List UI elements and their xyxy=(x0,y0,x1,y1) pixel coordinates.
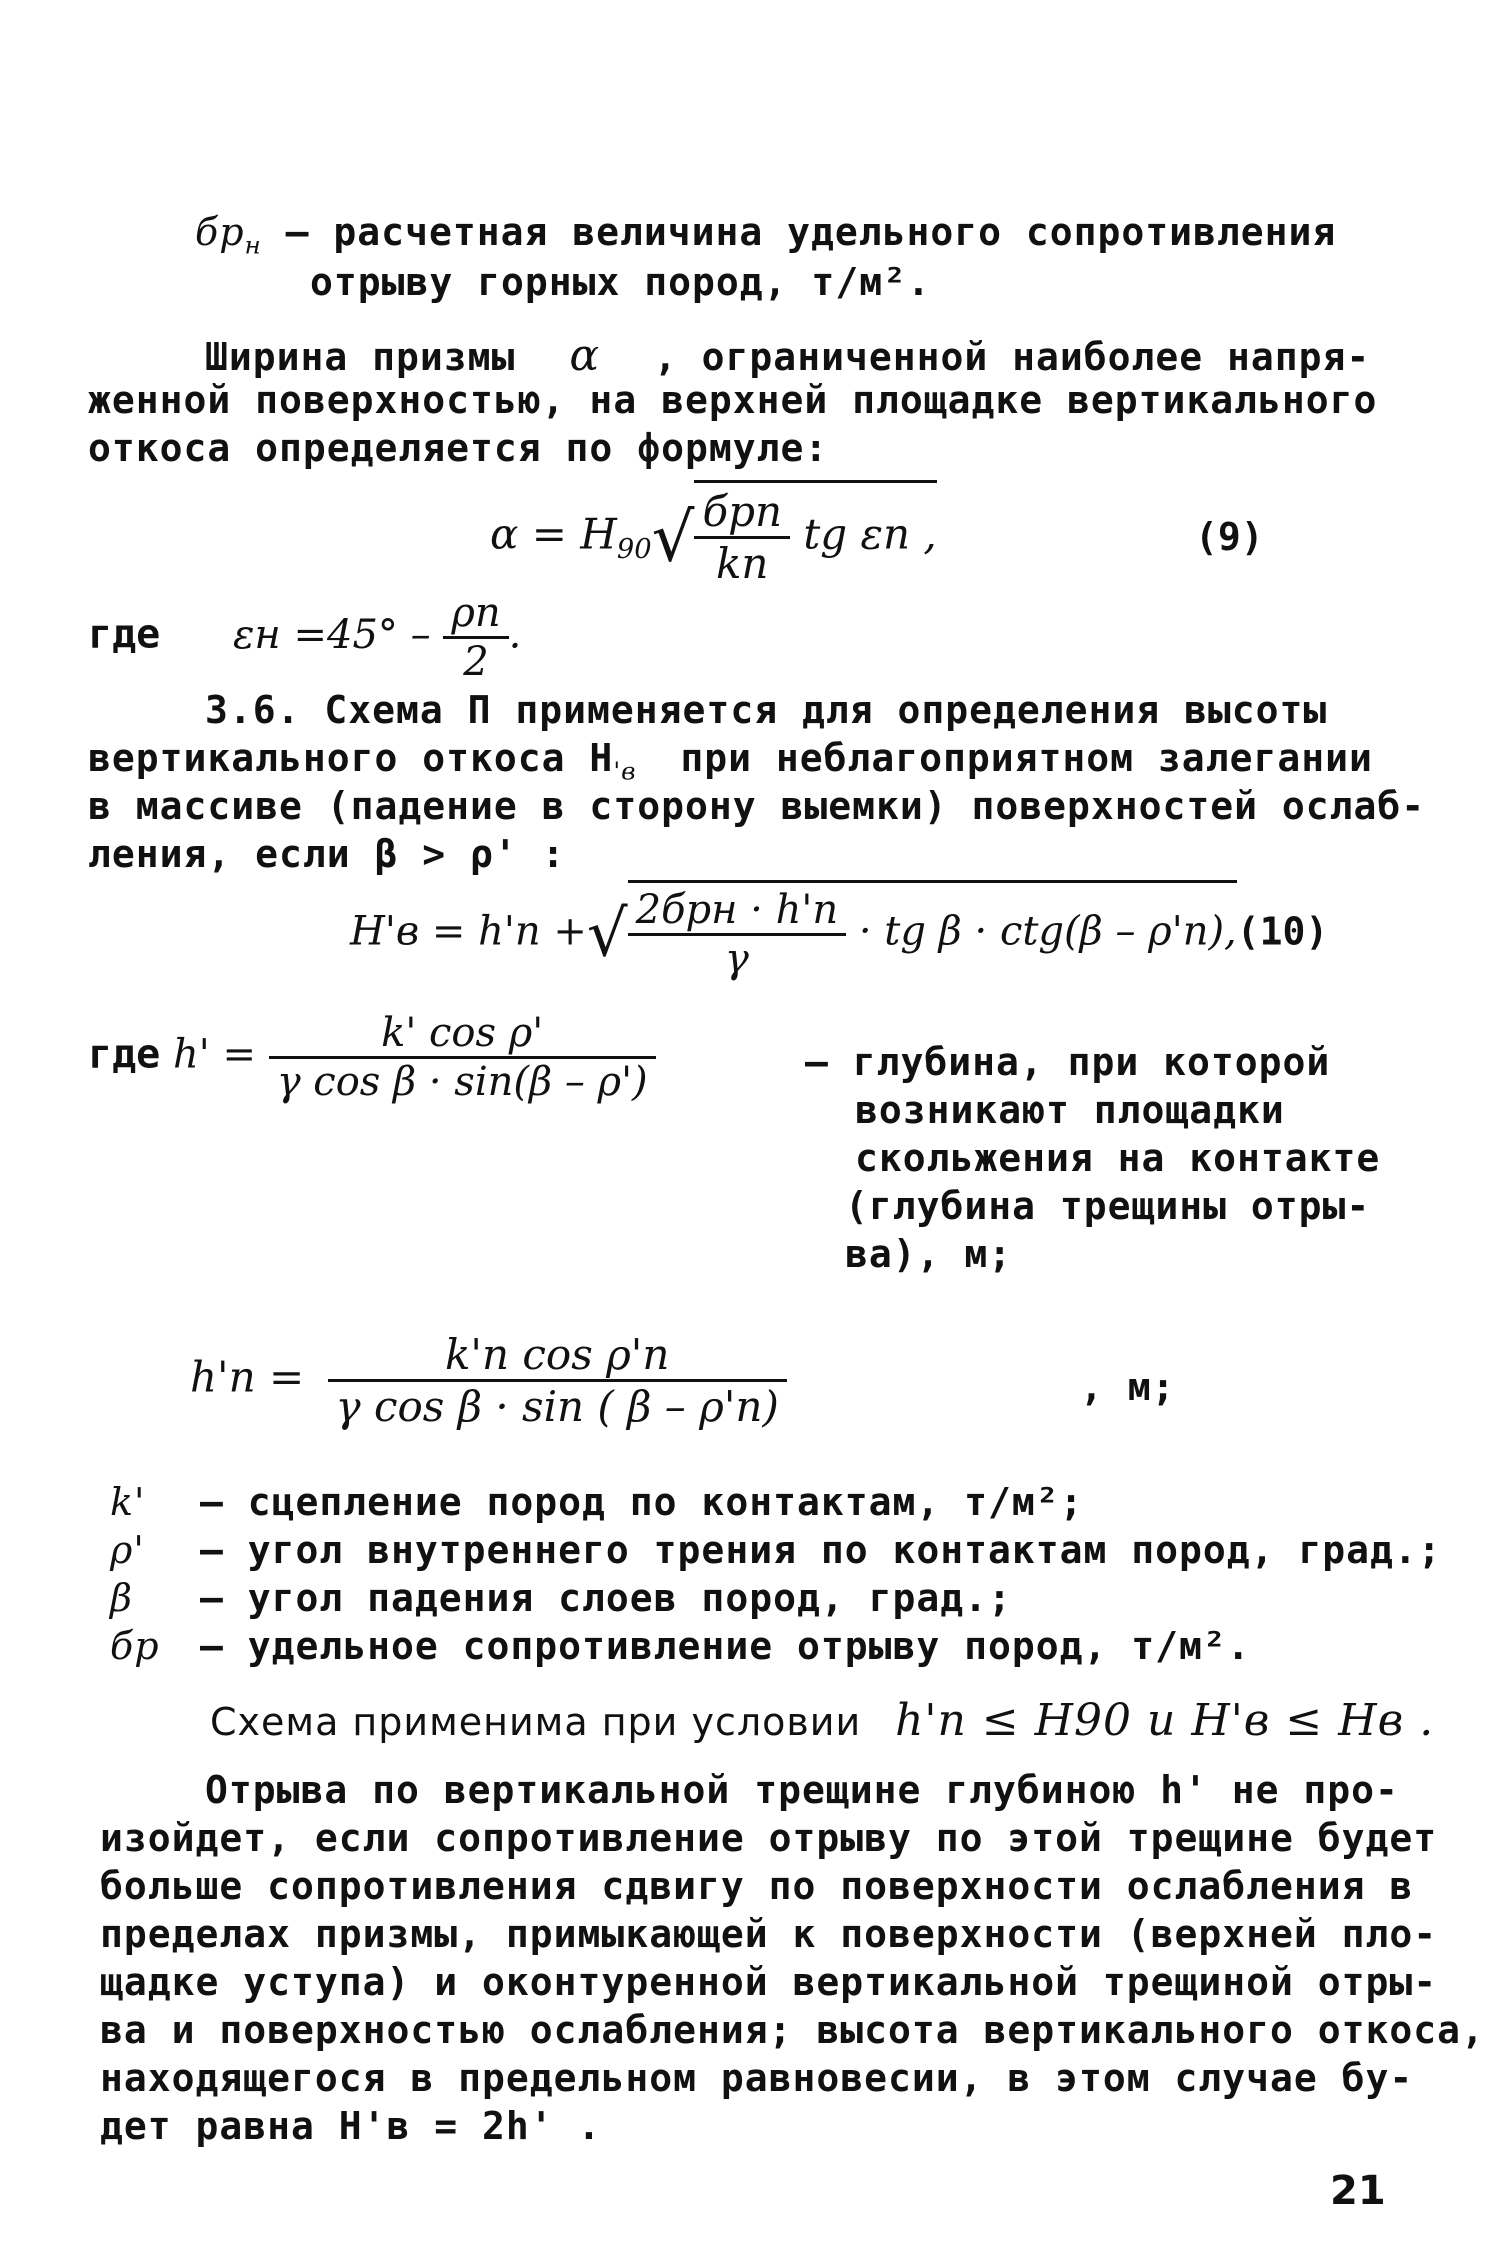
final-para-line-8: дет равна H'в = 2h' . xyxy=(100,2104,602,2148)
final-para-line-6: ва и поверхностью ослабления; высота вертикального откоса, xyxy=(100,2008,1485,2052)
definition-rho: ρ' – угол внутреннего трения по контактам пород, град.; xyxy=(110,1528,1442,1572)
where2-desc-1: – глубина, при которой xyxy=(805,1040,1331,1084)
where2-desc-5: ва), м; xyxy=(845,1232,1013,1276)
width-line-1: Ширина призмы α , ограниченной наиболее напря- xyxy=(205,330,1371,381)
final-para-line-4: пределах призмы, примыкающей к поверхности (верхней пло- xyxy=(100,1912,1438,1956)
where2-desc-4: (глубина трещины отры- xyxy=(845,1184,1371,1228)
where-epsilon: где εн =45° – $\frac{\rho n}{2}$ . xyxy=(88,590,522,685)
final-para-line-3: больше сопротивления сдвигу по поверхности ослабления в xyxy=(100,1864,1414,1908)
para-36-line-1: 3.6. Схема П применяется для определения высоты xyxy=(205,688,1328,732)
where2-desc-2: возникают площадки xyxy=(855,1088,1285,1132)
page-number: 21 xyxy=(1330,2168,1386,2214)
final-para-line-1: Отрыва по вертикальной трещине глубиною h' не про- xyxy=(205,1768,1399,1812)
width-line-2: женной поверхностью, на верхней площадке вертикального xyxy=(88,378,1378,422)
definition-bp: бр – удельное сопротивление отрыву пород, т/м². xyxy=(110,1624,1251,1668)
para-36-line-2: вертикального откоса $H_{'в}$ при неблагоприятном залегании xyxy=(88,736,1373,786)
where-h-prime: где h' = $\frac{\text{k' cos ρ'}}{\text{γ cos β · sin(β – ρ')}}$ xyxy=(88,1010,656,1105)
intro-line-2: отрыву горных пород, т/м². xyxy=(310,260,931,304)
definition-beta: β – угол падения слоев пород, град.; xyxy=(110,1576,1012,1620)
equation-number-9: (9) xyxy=(1195,515,1264,559)
formula-10: H'в = h'n +√ $\frac{\text{2бpн · h'n}}{\gamma}$ · tg β · ctg(β – ρ'n),(10) xyxy=(350,880,1328,982)
formula-9: $\alpha = H_{90}√$ $\frac{\text{бpn}}{kn}$ tg εn , xyxy=(490,480,937,588)
intro-line-1: $бр_н$ – расчетная величина удельного сопротивления xyxy=(195,210,1337,260)
final-para-line-7: находящегося в предельном равновесии, в этом случае бу- xyxy=(100,2056,1414,2100)
formula-hn-unit: , м; xyxy=(1080,1365,1176,1409)
width-line-3: откоса определяется по формуле: xyxy=(88,426,829,470)
final-para-line-5: щадке уступа) и оконтуренной вертикальной трещиной отры- xyxy=(100,1960,1438,2004)
condition-line: Схема применима при условии h'n ≤ H90 и H'в ≤ Hв . xyxy=(210,1695,1435,1746)
final-para-line-2: изойдет, если сопротивление отрыву по этой трещине будет xyxy=(100,1816,1438,1860)
where2-desc-3: скольжения на контакте xyxy=(855,1136,1381,1180)
definition-k: k' – сцепление пород по контактам, т/м²; xyxy=(110,1480,1084,1524)
formula-hn: h'n = $\frac{\text{k'n cos ρ'n}}{\text{γ cos β · sin ( β – ρ'n)}}$ xyxy=(190,1330,787,1431)
para-36-line-3: в массиве (падение в сторону выемки) поверхностей ослаб- xyxy=(88,784,1426,828)
symbol-bp: $бр_н$ xyxy=(195,210,262,260)
para-36-line-4: ления, если β > ρ' : xyxy=(88,832,566,876)
